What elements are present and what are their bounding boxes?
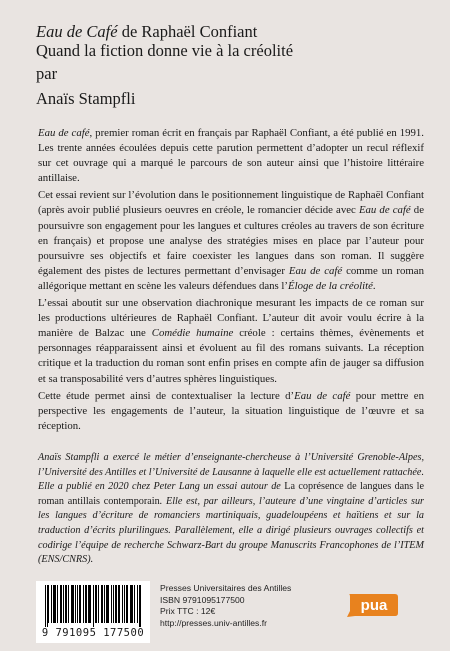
text-run: Eau de café [288,264,343,277]
barcode [36,581,150,643]
text-run: L’essai aboutit sur une observation diachronique mesurant les impacts de ce roman sur les productions ultérieures de Raphaël Confiant. L’auteur dit avoir voulu écrire à la manière de Balzac une [38,297,424,340]
barcode-digits: 9 791095 177500 [41,627,145,639]
text-run: Anaïs Stampfli a exercé le métier d’enseignante-chercheuse à l’Université Grenoble-Alpes, l’Université des Antilles et l’Université de Lausanne à laquelle elle est actuellement rattachée. Elle a publié en 2020 chez Peter Lang un essai autour de [38,452,424,493]
by-label: par [36,64,58,83]
text-run: Cette étude permet ainsi de contextualiser la lecture d’ [38,389,295,402]
book-title-italic: Eau de Café [36,22,118,41]
title-block [36,22,426,108]
publisher-url[interactable]: http://presses.univ-antilles.fr [160,617,267,628]
author-name: Anaïs Stampfli [36,89,136,108]
text-run: La coprésence de langues dans le roman antillais contemporain [38,481,424,507]
publisher-name: Presses Universitaires des Antilles [160,583,292,593]
text-run: Cet essai revient sur l’évolution dans le positionnement linguistique de Raphaël Confiant (après avoir publié plusieurs oeuvres en créole, le romancier décide avec [38,189,424,217]
barcode-bars [42,585,144,627]
text-run: pour mettre en perspective les engagements de l’auteur, la situation linguistique de l’œuvre et sa réception. [38,389,424,432]
text-run: . Elle est, par ailleurs, l’auteure d’une vingtaine d’articles sur les langues d’écriture de romanciers martiniquais, guadeloupéens et haïtiens et sur la traduction d’écrits plurilingues. Parallèlement, elle a dirigé plusieurs ouvrages collectifs et codirige l’équipe de recherche Schwarz-Bart du groupe Manuscrits Francophones de l’ITEM (ENS/CNRS). [38,495,424,566]
blurb [38,126,424,434]
blurb-paragraph-1 [38,126,424,186]
author-bio [38,451,424,568]
price-text: Prix TTC : 12€ [160,606,216,617]
text-run: Eau de café [38,127,90,139]
book-title [36,22,426,41]
book-title-rest: de Raphaël Confiant [117,22,258,41]
publisher-logo [345,592,399,618]
publisher-logo-text: pua [360,597,388,614]
blurb-paragraph-3 [38,296,424,387]
text-run: , premier roman écrit en français par Raphaël Confiant, a été publié en 1991. Les trente années écoulées depuis cette parution permettent d’adopter un recul réflexif sur cet ouvrage qui a marqué le parcours de son auteur ainsi que l’histoire littéraire antillaise. [38,127,424,185]
text-run: créole : certains thèmes, évènements et personnages réapparaissent ainsi et évoluent au fil des romans suivants. La réception critique et la traduction du roman sont enfin prises en compte afin de jauger sa diffusion et sa transposabilité vers d’autres sphères linguistiques. [38,327,424,385]
isbn-text: ISBN 9791095177500 [160,594,245,605]
text-run: . [372,279,376,292]
text-run: Éloge de la créolité [288,279,373,292]
publisher-info [160,583,360,629]
text-run: Comédie humaine [151,327,234,340]
book-subtitle: Quand la fiction donne vie à la créolité [36,41,294,60]
text-run: Eau de café [358,204,411,217]
text-run: comme un roman allégorique mettant en scène les valeurs défendues dans l’ [38,264,424,292]
text-run: de poursuivre son engagement pour les langues et cultures créoles au travers de son écriture en français) et propose une analyse des stratégies mises en place par l’auteur pour poursuivre ses objectifs et faire coexister les langues dans son roman. Il suggère également des pistes de lectures permettant d’envisager [38,204,424,277]
text-run: Eau de café [294,389,351,402]
blurb-paragraph-4 [38,389,424,434]
blurb-paragraph-2 [38,188,424,294]
